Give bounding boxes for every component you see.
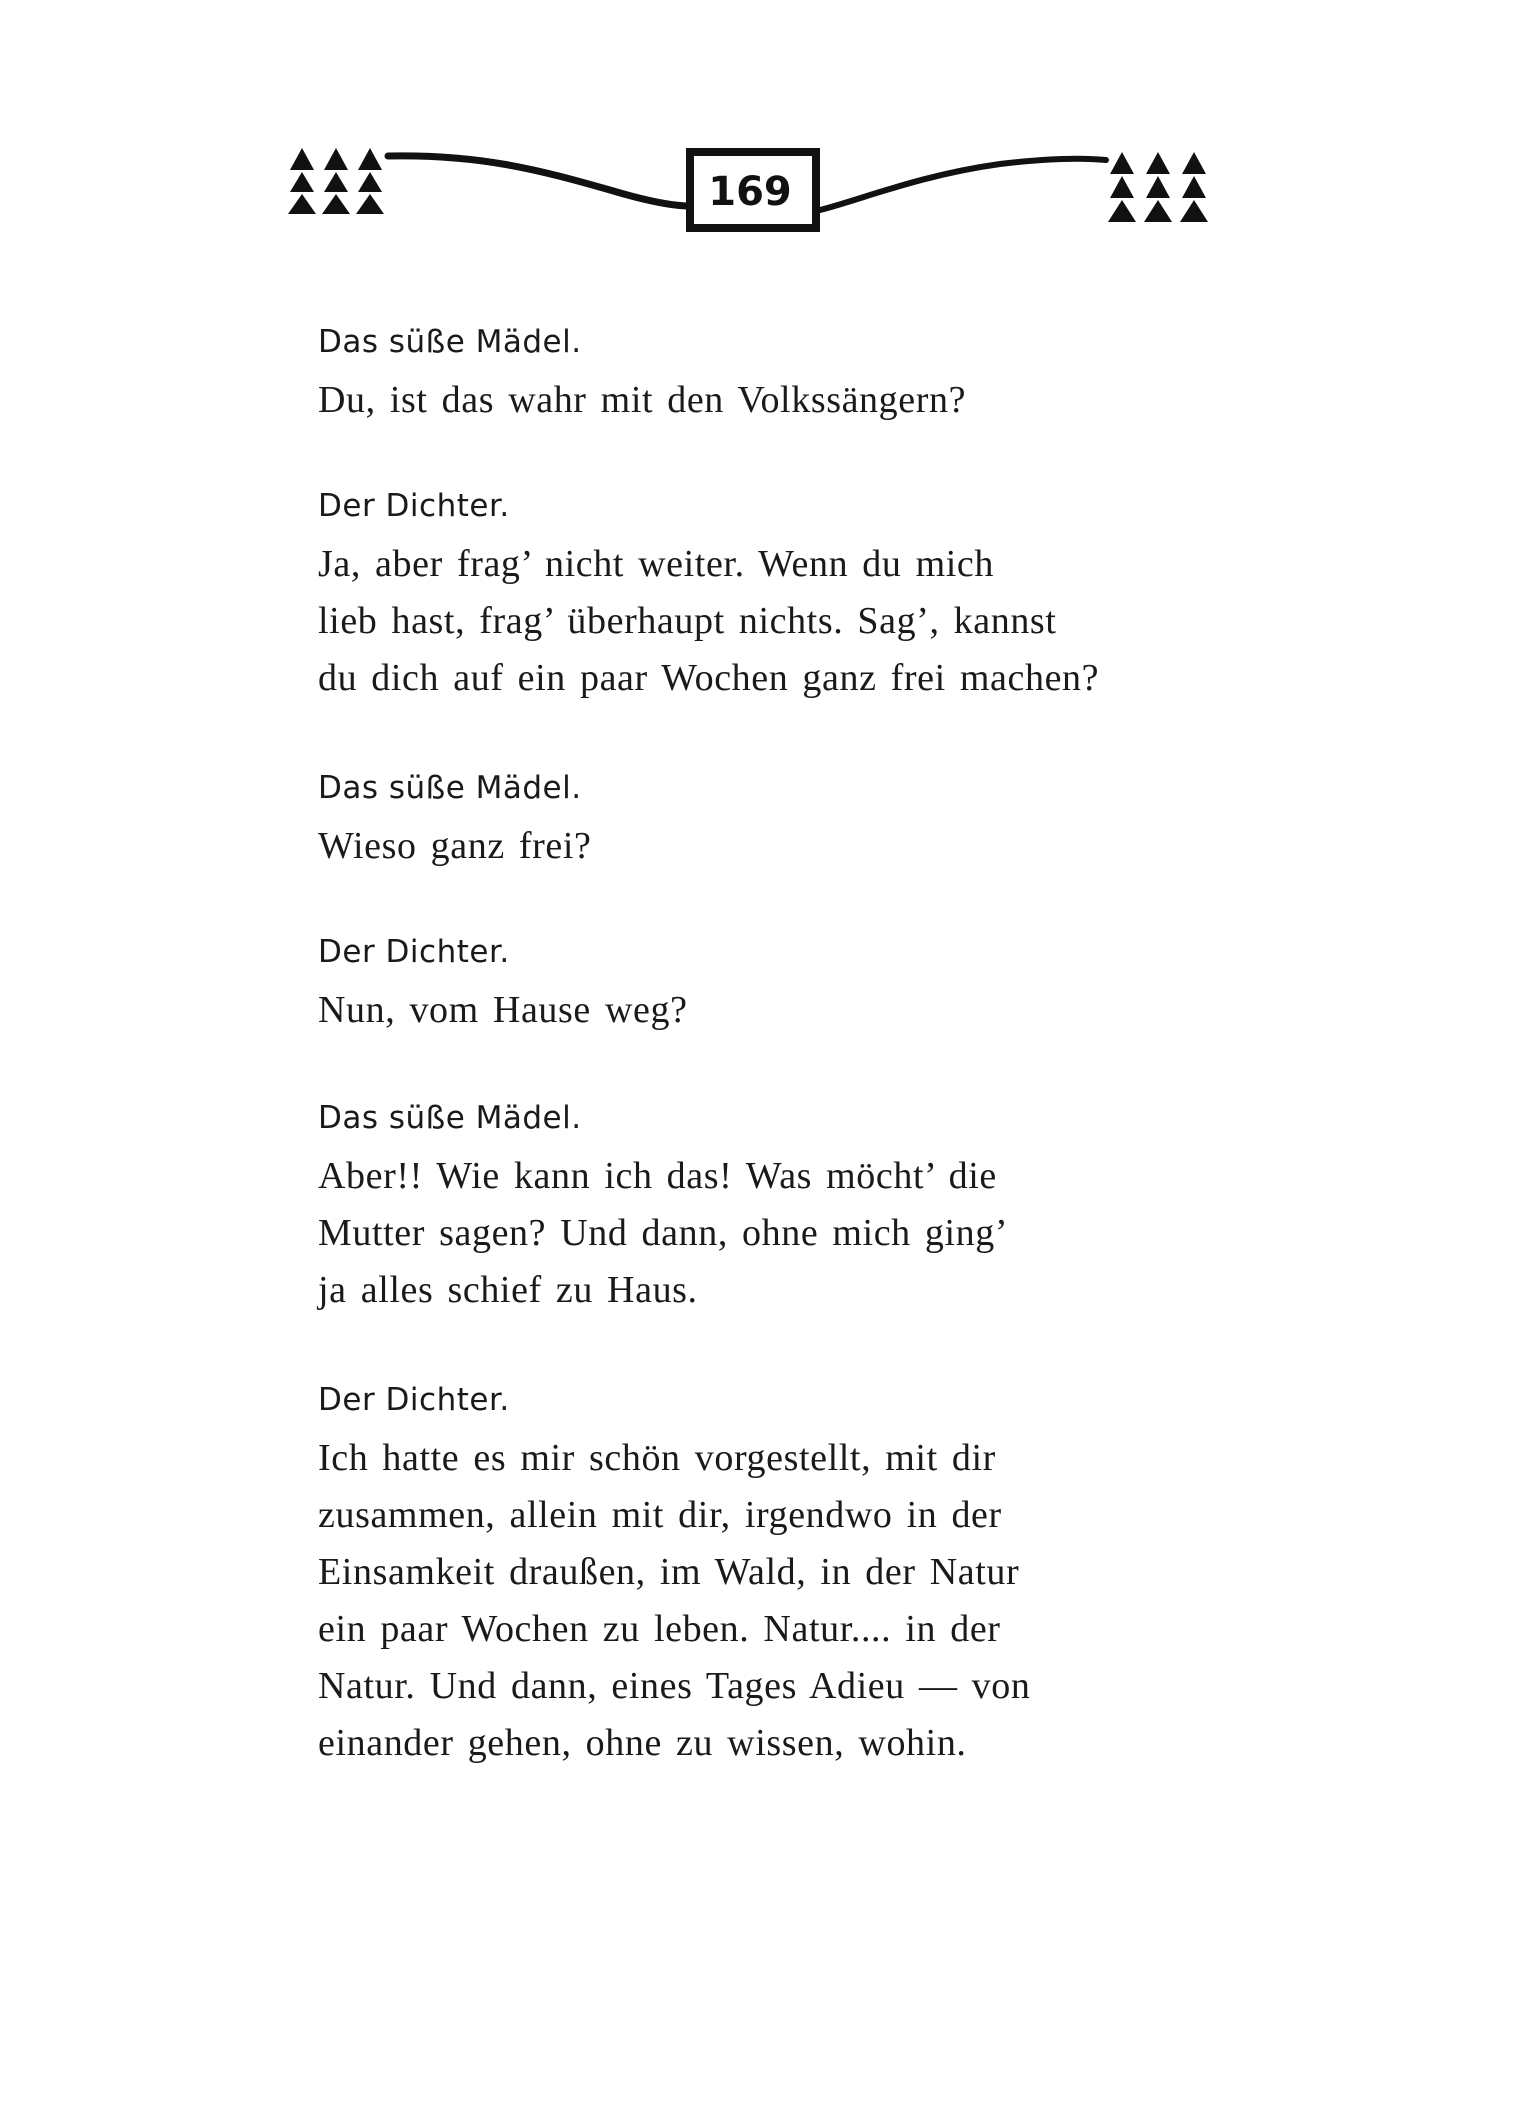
text-line: Wieso ganz frei? <box>318 825 592 867</box>
dialogue-turn <box>318 318 1194 429</box>
speaker-name: Das süße Mädel. <box>318 1100 582 1136</box>
page-header-ornament <box>280 140 1240 250</box>
text-line: ja alles schief zu Haus. <box>318 1269 698 1311</box>
text-line: Mutter sagen? Und dann, ohne mich ging’ <box>318 1212 1009 1254</box>
dialogue-turn <box>318 1376 1194 1772</box>
speaker-name: Der Dichter. <box>318 1382 510 1418</box>
speaker-name: Das süße Mädel. <box>318 770 582 806</box>
text-line: ein paar Wochen zu leben. Natur.... in der <box>318 1608 1001 1650</box>
text-line: du dich auf ein paar Wochen ganz frei machen? <box>318 657 1100 699</box>
dialogue-turn <box>318 1094 1194 1319</box>
text-line: Ja, aber frag’ nicht weiter. Wenn du mich <box>318 543 994 585</box>
text-line: Natur. Und dann, eines Tages Adieu — von <box>318 1665 1031 1707</box>
text-line: Einsamkeit draußen, im Wald, in der Natur <box>318 1551 1020 1593</box>
right-triangle-cluster <box>1108 152 1208 222</box>
text-line: einander gehen, ohne zu wissen, wohin. <box>318 1722 967 1764</box>
speaker-name: Das süße Mädel. <box>318 324 582 360</box>
dialogue-turn <box>318 764 1194 875</box>
dialogue-turn <box>318 482 1194 707</box>
page-number: 169 <box>708 169 792 215</box>
speaker-name: Der Dichter. <box>318 488 510 524</box>
text-line: Nun, vom Hause weg? <box>318 989 688 1031</box>
text-line: Aber!! Wie kann ich das! Was möcht’ die <box>318 1155 997 1197</box>
text-line: Ich hatte es mir schön vorgestellt, mit dir <box>318 1437 996 1479</box>
speaker-name: Der Dichter. <box>318 934 510 970</box>
text-line: lieb hast, frag’ überhaupt nichts. Sag’, kannst <box>318 600 1057 642</box>
left-triangle-cluster <box>288 148 384 214</box>
dialogue-turn <box>318 928 1194 1039</box>
text-line: zusammen, allein mit dir, irgendwo in der <box>318 1494 1002 1536</box>
text-line: Du, ist das wahr mit den Volkssängern? <box>318 379 967 421</box>
